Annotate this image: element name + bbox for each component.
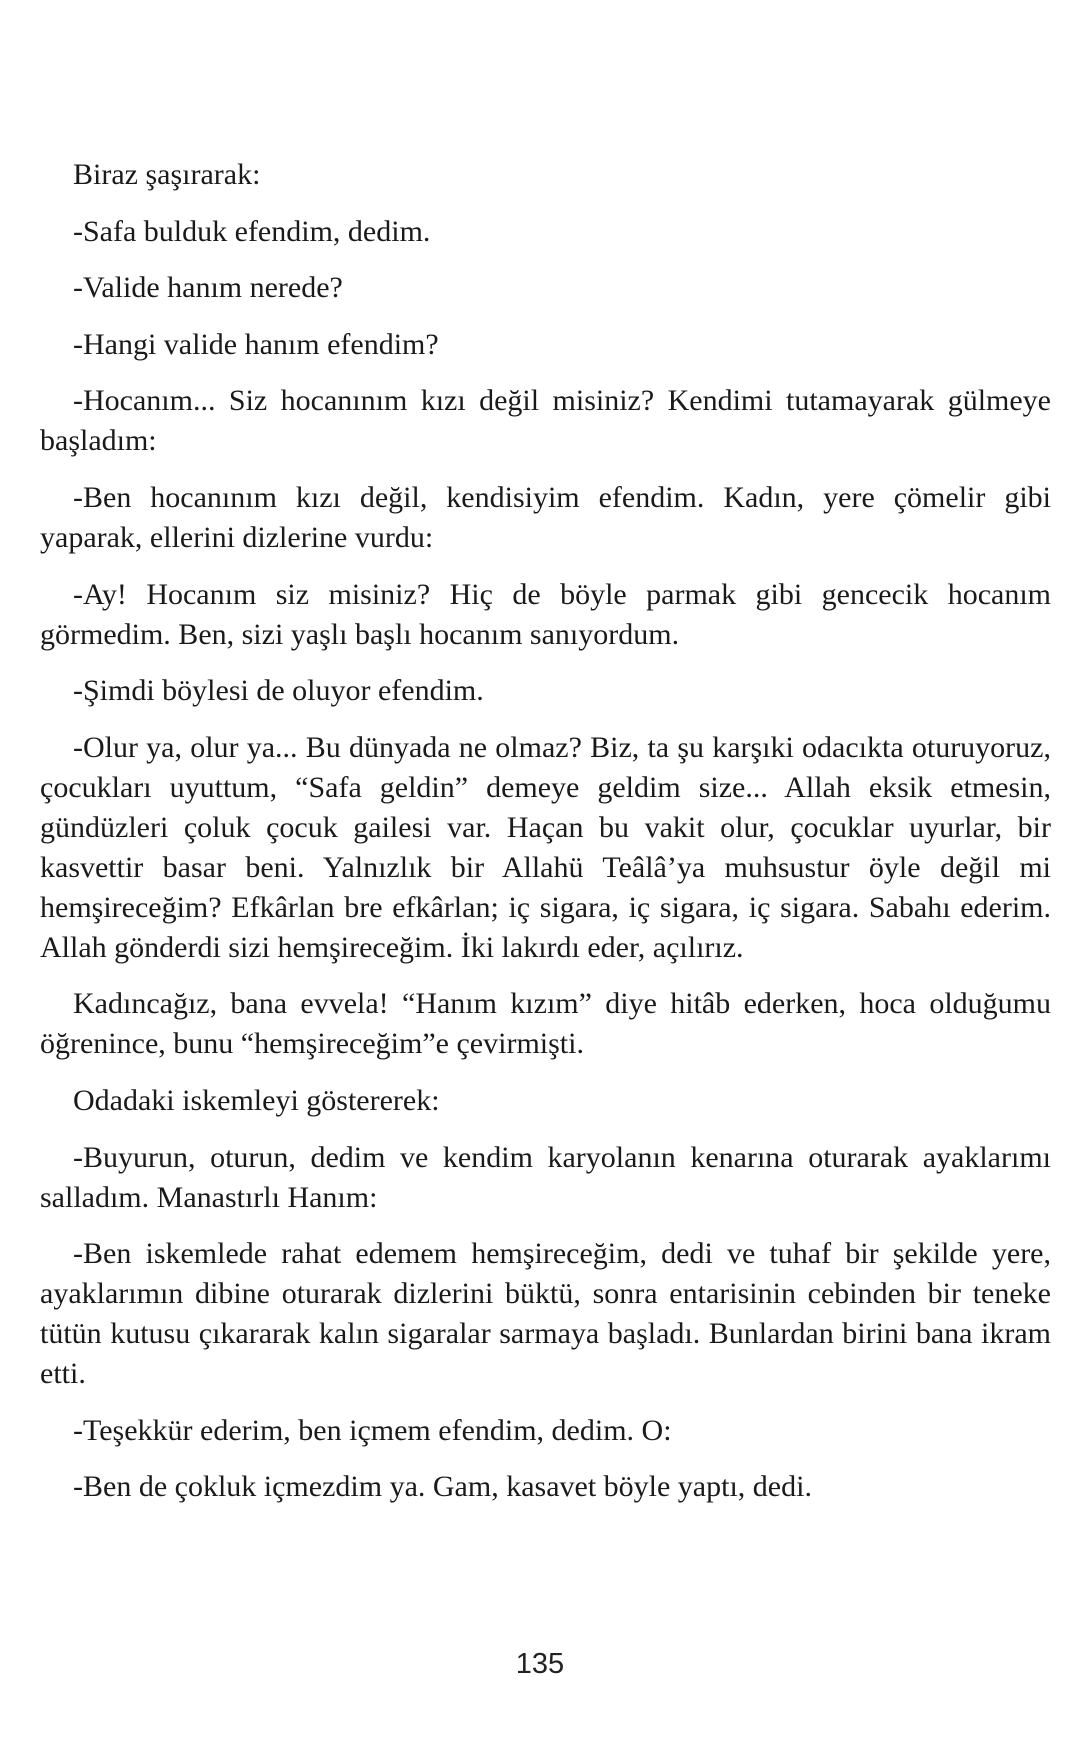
paragraph-3: -Valide hanım nerede?	[73, 271, 343, 305]
paragraph-14: -Teşekkür ederim, ben içmem efendim, dedim. O:	[73, 1413, 672, 1447]
paragraph-5: -Hocanım... Siz hocanınım kızı değil misiniz? Kendimi tutamayarak gülmeye başladım:	[40, 384, 1051, 458]
paragraph-13: -Ben iskemlede rahat edemem hemşireceğim, dedi ve tuhaf bir şekilde yere, ayaklarımın dibine oturarak dizlerini büktü, sonra entarisinin cebinden bir teneke tütün kutusu çıkararak kalın sigaralar sarmaya başladı. Bunlardan birini bana ikram etti.	[40, 1237, 1051, 1391]
paragraph-12: -Buyurun, oturun, dedim ve kendim karyolanın kenarına oturarak ayaklarımı salladım. Manastırlı Hanım:	[40, 1140, 1051, 1214]
paragraph-8: -Şimdi böylesi de oluyor efendim.	[73, 674, 484, 708]
paragraph-7: -Ay! Hocanım siz misiniz? Hiç de böyle parmak gibi gencecik hocanım görmedim. Ben, sizi yaşlı başlı hocanım sanıyordum.	[40, 577, 1051, 651]
paragraph-10: Kadıncağız, bana evvela! “Hanım kızım” diye hitâb ederken, hoca olduğumu öğrenince, bunu “hemşireceğim”e çevirmişti.	[40, 987, 1051, 1061]
paragraph-1: Biraz şaşırarak:	[73, 158, 261, 191]
page-number: 135	[515, 1648, 565, 1680]
paragraph-4: -Hangi valide hanım efendim?	[73, 327, 439, 361]
paragraph-9: -Olur ya, olur ya... Bu dünyada ne olmaz? Biz, ta şu karşıki odacıkta oturuyoruz, çocukları uyuttum, “Safa geldin” demeye geldim size... Allah eksik etmesin, gündüzleri çoluk çocuk gailesi var. Haçan bu vakit olur, çocuklar uyurlar, bir kasvettir basar beni. Yalnızlık bir Allahü Teâlâ’ya muhsustur öyle değil mi hemşireceğim? Efkârlan bre efkârlan; iç sigara, iç sigara, iç sigara. Sabahı ederim. Allah gönderdi sizi hemşireceğim. İki lakırdı eder, açılırız.	[40, 730, 1051, 964]
page-body	[40, 155, 1051, 1524]
paragraph-15: -Ben de çokluk içmezdim ya. Gam, kasavet böyle yaptı, dedi.	[73, 1470, 812, 1504]
paragraph-11: Odadaki iskemleyi göstererek:	[73, 1083, 440, 1117]
paragraph-2: -Safa bulduk efendim, dedim.	[73, 214, 431, 248]
paragraph-6: -Ben hocanınım kızı değil, kendisiyim efendim. Kadın, yere çömelir gibi yaparak, ellerini dizlerine vurdu:	[40, 480, 1051, 554]
